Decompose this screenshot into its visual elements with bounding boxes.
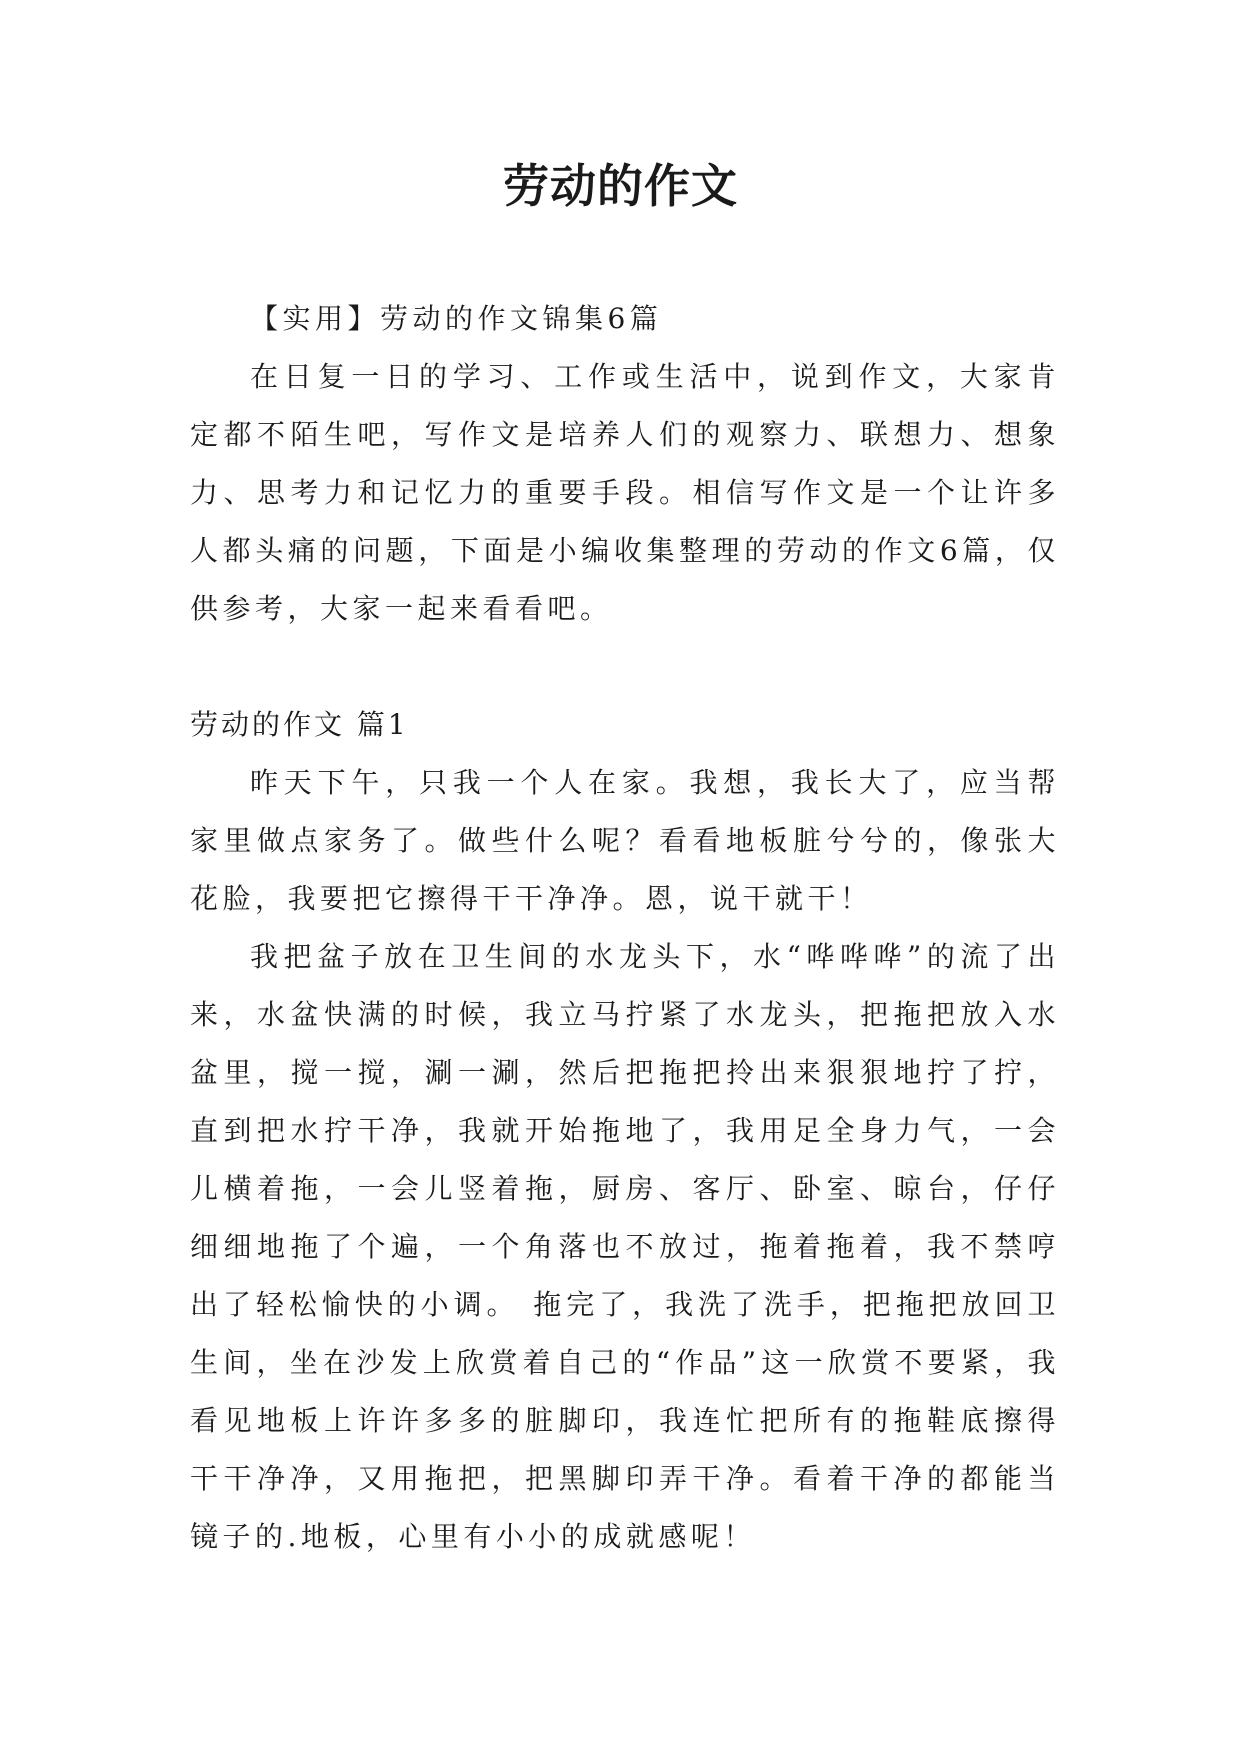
body-paragraph: 我把盆子放在卫生间的水龙头下，水“哗哗哗”的流了出来，水盆快满的时候，我立马拧紧了水龙头，把拖把放入水盆里，搅一搅，涮一涮，然后把拖把拎出来狠狠地拧了拧，直到把水拧干净，我就开始拖地了，我用足全身力气，一会儿横着拖，一会儿竖着拖，厨房、客厅、卧室、晾台，仔仔细细地拖了个遍，一个角落也不放过，拖着拖着，我不禁哼出了轻松愉快的小调。 拖完了，我洗了洗手，把拖把放回卫生间，坐在沙发上欣赏着自己的“作品”这一欣赏不要紧，我看见地板上许许多多的脏脚印，我连忙把所有的拖鞋底擦得干干净净，又用拖把，把黑脚印弄干净。看着干净的都能当镜子的.地板，心里有小小的成就感呢！ [190, 940, 1060, 1553]
section-heading: 劳动的作文 篇1 [190, 708, 409, 741]
document-title: 劳动的作文 [503, 159, 738, 213]
document-body [190, 290, 1060, 1566]
document-subtitle: 【实用】劳动的作文锦集6篇 [250, 302, 663, 335]
intro-paragraph: 在日复一日的学习、工作或生活中，说到作文，大家肯定都不陌生吧，写作文是培养人们的观察力、联想力、想象力、思考力和记忆力的重要手段。相信写作文是一个让许多人都头痛的问题，下面是小编收集整理的劳动的作文6篇，仅供参考，大家一起来看看吧。 [190, 360, 1060, 625]
body-paragraph: 昨天下午，只我一个人在家。我想，我长大了，应当帮家里做点家务了。做些什么呢？看看地板脏兮兮的，像张大花脸，我要把它擦得干干净净。恩，说干就干！ [190, 766, 1060, 915]
